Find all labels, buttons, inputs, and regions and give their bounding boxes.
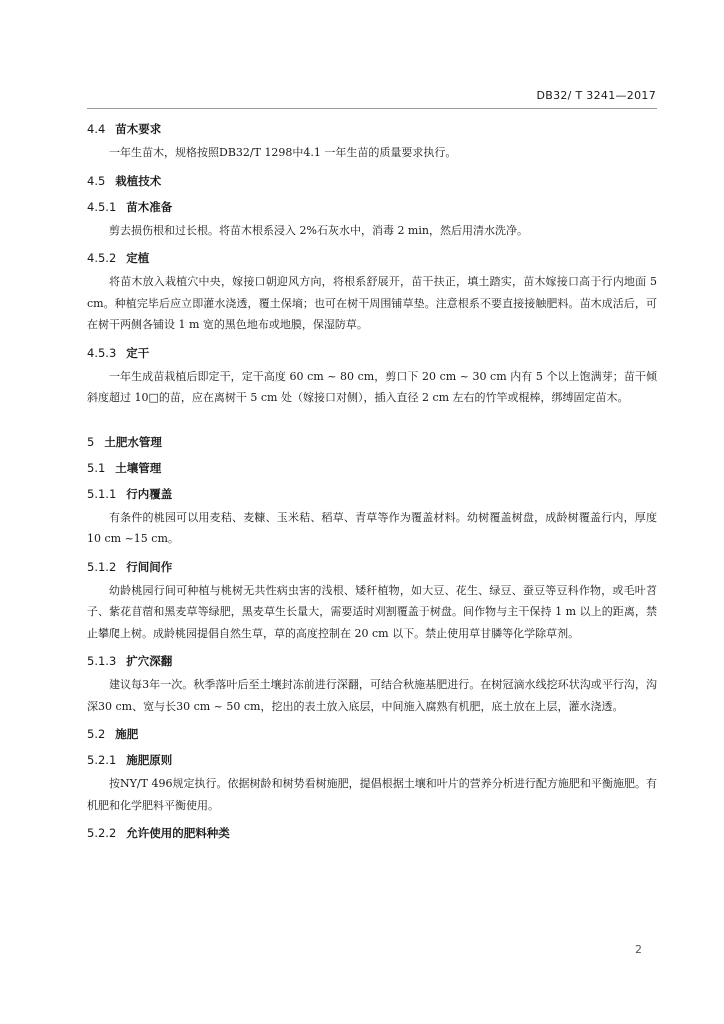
section-number: 5.1 (87, 460, 106, 475)
section-title: 施肥原则 (126, 753, 173, 767)
section-title: 允许使用的肥料种类 (126, 826, 230, 840)
section-spacer (87, 413, 657, 429)
section-number: 5.1.2 (87, 559, 117, 574)
section-number: 5.2.2 (87, 826, 117, 840)
section-heading (87, 481, 657, 507)
paragraph: 建议每3年一次。秋季落叶后至土壤封冻前进行深翻，可结合秋施基肥进行。在树冠滴水线挖环状沟或平行沟，沟深30 cm、宽与长30 cm ~ 50 cm，挖出的表土放入底层，中间施入腐熟有机肥，底土放在上层，灌水浇透。 (87, 678, 657, 713)
section-title: 土壤管理 (115, 460, 162, 475)
section-title: 土肥水管理 (104, 434, 162, 449)
header-divider (87, 108, 657, 109)
section-title: 苗木准备 (126, 199, 173, 214)
section-heading (87, 820, 657, 846)
paragraph: 按NY/T 496规定执行。依据树龄和树势看树施肥，提倡根据土壤和叶片的营养分析进行配方施肥和平衡施肥。有机肥和化学肥料平衡使用。 (87, 777, 657, 812)
paragraph: 一年生成苗栽植后即定干，定干高度 60 cm ~ 80 cm，剪口下 20 cm ~ 30 cm 内有 5 个以上饱满芽；苗干倾斜度超过 10□的苗，应在离树干 5 cm 处（嫁接口对侧），插入直径 2 cm 左右的竹竿或棍棒，绑缚固定苗木。 (87, 369, 657, 404)
section-number: 4.5 (87, 173, 106, 188)
section-heading (87, 721, 657, 747)
section-title: 定干 (126, 345, 150, 360)
paragraph: 将苗木放入栽植穴中央，嫁接口朝迎风方向，将根系舒展开，苗干扶正，填土踏实，苗木嫁接口高于行内地面 5 cm。种植完毕后应立即灌水浇透，覆土保墒；也可在树干周围铺草垫。注意根系不要直接接触肥料。苗木成活后，可在树干两侧各铺设 1 m 宽的黑色地布或地膜，保湿防草。 (87, 275, 657, 331)
section-title: 施肥 (115, 727, 139, 741)
section-number: 5.2 (87, 727, 106, 741)
section-heading (87, 455, 657, 481)
section-title: 行间间作 (126, 559, 173, 574)
section-number: 5 (87, 434, 95, 449)
section-heading (87, 429, 657, 455)
section-title: 栽植技术 (115, 173, 162, 188)
section-heading (87, 747, 657, 773)
section-heading (87, 554, 657, 580)
section-number: 5.1.3 (87, 654, 117, 668)
section-title: 定植 (126, 251, 150, 265)
section-number: 4.5.1 (87, 199, 117, 214)
paragraph: 有条件的桃园可以用麦秸、麦糠、玉米秸、稻草、青草等作为覆盖材料。幼树覆盖树盘，成龄树覆盖行内，厚度10 cm ~15 cm。 (87, 510, 657, 545)
document-body (87, 116, 657, 846)
section-heading (87, 340, 657, 366)
section-heading (87, 648, 657, 674)
section-title: 扩穴深翻 (126, 654, 173, 668)
document-code: DB32/ T 3241—2017 (536, 89, 656, 102)
section-heading (87, 168, 657, 194)
page-number: 2 (635, 943, 642, 956)
section-heading (87, 194, 657, 220)
section-heading (87, 116, 657, 142)
section-number: 5.1.1 (87, 486, 117, 501)
section-number: 4.4 (87, 122, 106, 136)
section-number: 4.5.2 (87, 251, 117, 265)
section-title: 苗木要求 (115, 122, 162, 136)
paragraph: 一年生苗木，规格按照DB32/T 1298中4.1 一年生苗的质量要求执行。 (109, 146, 457, 159)
section-heading (87, 245, 657, 271)
section-number: 5.2.1 (87, 753, 117, 767)
paragraph: 幼龄桃园行间可种植与桃树无共性病虫害的浅根、矮秆植物，如大豆、花生、绿豆、蚕豆等豆科作物，或毛叶苕子、紫花苜蓿和黑麦草等绿肥，黑麦草生长量大，需要适时刈割覆盖于树盘。间作物与主干保持 1 m 以上的距离，禁止攀爬上树。成龄桃园提倡自然生草，草的高度控制在 20 cm 以下。禁止使用草甘膦等化学除草剂。 (87, 583, 657, 640)
paragraph: 剪去损伤根和过长根。将苗木根系浸入 2%石灰水中，消毒 2 min，然后用清水洗净。 (109, 223, 528, 237)
section-title: 行内覆盖 (126, 486, 173, 501)
section-number: 4.5.3 (87, 345, 117, 360)
